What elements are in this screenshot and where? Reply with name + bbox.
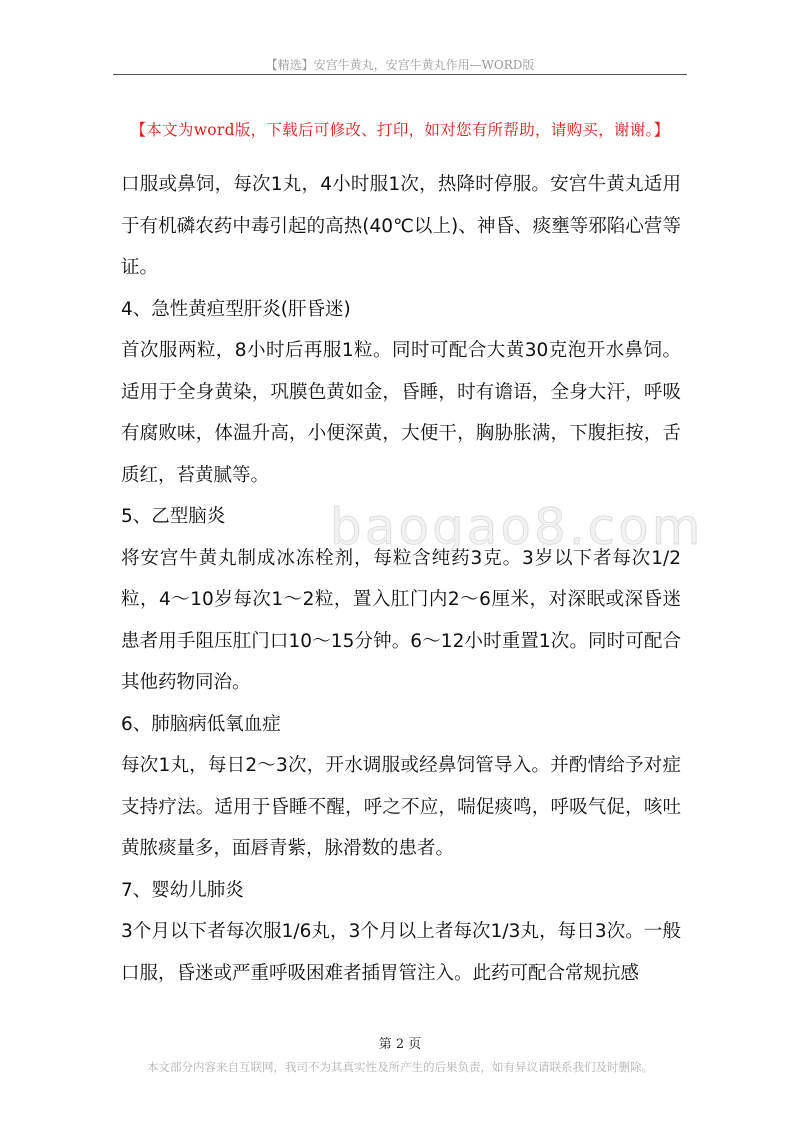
site-watermark: baogao8.com: [330, 498, 704, 556]
paragraph: 首次服两粒，8小时后再服1粒。同时可配合大黄30克泡开水鼻饲。适用于全身黄染，巩膜色黄如金，昏睡，时有谵语，全身大汗，呼吸有腐败味，体温升高，小便深黄，大便干，胸胁胀满，下腹拒按，舌质红，苔黄腻等。: [121, 340, 681, 486]
header-divider: [113, 74, 687, 75]
page-header: 【精选】安宫牛黄丸，安宫牛黄丸作用—WORD版: [265, 58, 535, 72]
section-heading: 5、乙型脑炎: [121, 506, 226, 527]
paragraph: 3个月以下者每次服1/6丸，3个月以上者每次1/3丸，每日3次。一般口服，昏迷或严重呼吸困难者插胃管注入。此药可配合常规抗感: [121, 921, 681, 984]
paragraph: 将安宫牛黄丸制成冰冻栓剂，每粒含纯药3克。3岁以下者每次1/2粒，4～10岁每次1～2粒，置入肛门内2～6厘米，对深眠或深昏迷患者用手阻压肛门口10～15分钟。6～12小时重置1次。同时可配合其他药物同治。: [121, 547, 681, 693]
section-heading: 7、婴幼儿肺炎: [121, 879, 244, 901]
page-number: 第 2 页: [378, 1037, 422, 1052]
section-heading: 6、肺脑病低氧血症: [121, 713, 281, 735]
section-heading: 4、急性黄疸型肝炎(肝昏迷): [121, 298, 351, 320]
document-body: [121, 164, 681, 994]
paragraph: 每次1丸，每日2～3次，开水调服或经鼻饲管导入。并酌情给予对症支持疗法。适用于昏睡不醒，呼之不应，喘促痰鸣，呼吸气促，咳吐黄脓痰量多，面唇青紫，脉滑数的患者。: [121, 755, 681, 859]
page-footer: 本文部分内容来自互联网，我司不为其真实性及所产生的后果负责，如有异议请联系我们及时删除。: [147, 1060, 653, 1074]
paragraph: 口服或鼻饲，每次1丸，4小时服1次，热降时停服。安宫牛黄丸适用于有机磷农药中毒引起的高热(40℃以上)、神昏、痰壅等邪陷心营等证。: [121, 174, 681, 278]
word-notice: 【本文为word版，下载后可修改、打印，如对您有所帮助，请购买，谢谢。】: [130, 121, 670, 139]
